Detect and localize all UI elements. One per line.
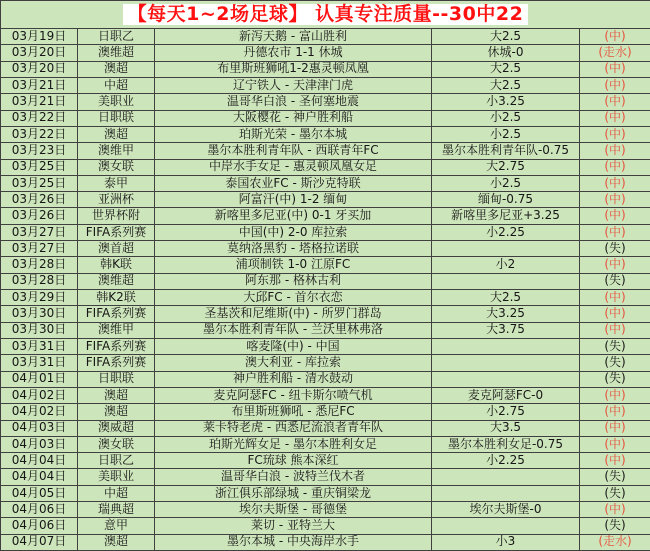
result-cell: (中) xyxy=(580,61,650,77)
league-cell: 澳维超 xyxy=(78,273,155,289)
match-cell: 阿东那 - 格林古利 xyxy=(155,273,432,289)
match-cell: 大阪樱花 - 神户胜利船 xyxy=(155,110,432,126)
result-cell: (中) xyxy=(580,257,650,273)
table-row xyxy=(1,208,650,224)
date-cell: 03月29日 xyxy=(1,290,78,306)
bet-cell: 大2.75 xyxy=(432,159,580,175)
date-cell: 04月06日 xyxy=(1,502,78,518)
league-cell: 澳维甲 xyxy=(78,322,155,338)
match-cell: 泰国农业FC - 斯沙克特联 xyxy=(155,175,432,191)
date-cell: 04月02日 xyxy=(1,387,78,403)
league-cell: 澳维超 xyxy=(78,45,155,61)
date-cell: 03月21日 xyxy=(1,77,78,93)
league-cell: FIFA系列赛 xyxy=(78,224,155,240)
table-row xyxy=(1,290,650,306)
match-cell: 麦克阿瑟FC - 纽卡斯尔喷气机 xyxy=(155,387,432,403)
date-cell: 03月25日 xyxy=(1,159,78,175)
date-cell: 04月04日 xyxy=(1,453,78,469)
table-row xyxy=(1,241,650,257)
match-cell: 珀斯光辉女足 - 墨尔本胜利女足 xyxy=(155,436,432,452)
match-cell: 新泻天鹅 - 富山胜利 xyxy=(155,29,432,45)
bet-cell xyxy=(432,371,580,387)
result-cell: (中) xyxy=(580,126,650,142)
result-cell: (失) xyxy=(580,338,650,354)
table-row xyxy=(1,436,650,452)
match-cell: 莱切 - 亚特兰大 xyxy=(155,518,432,534)
table-row xyxy=(1,404,650,420)
table-row xyxy=(1,110,650,126)
table-row xyxy=(1,257,650,273)
date-cell: 03月27日 xyxy=(1,224,78,240)
result-cell: (中) xyxy=(580,404,650,420)
page-title: 【每天1~2场足球】 认真专注质量--30中22 xyxy=(123,4,529,25)
result-cell: (失) xyxy=(580,371,650,387)
match-cell: 温哥华白浪 - 波特兰伐木者 xyxy=(155,469,432,485)
table-row xyxy=(1,518,650,534)
bet-cell: 大3.75 xyxy=(432,322,580,338)
league-cell: 泰甲 xyxy=(78,175,155,191)
bet-cell: 墨尔本胜利青年队-0.75 xyxy=(432,143,580,159)
bet-cell: 缅甸-0.75 xyxy=(432,192,580,208)
match-cell: 神户胜利船 - 清水鼓动 xyxy=(155,371,432,387)
bet-cell: 大2.5 xyxy=(432,29,580,45)
result-cell: (失) xyxy=(580,273,650,289)
bet-cell xyxy=(432,469,580,485)
match-cell: 埃尔夫斯堡 - 哥德堡 xyxy=(155,502,432,518)
result-cell: (中) xyxy=(580,436,650,452)
league-cell: 澳超 xyxy=(78,126,155,142)
result-cell: (中) xyxy=(580,502,650,518)
bet-cell: 小2.5 xyxy=(432,175,580,191)
league-cell: 日职乙 xyxy=(78,453,155,469)
table-header xyxy=(1,1,650,29)
match-cell: FC琉球 熊本深红 xyxy=(155,453,432,469)
table-row xyxy=(1,273,650,289)
table-row xyxy=(1,387,650,403)
date-cell: 03月31日 xyxy=(1,355,78,371)
league-cell: FIFA系列赛 xyxy=(78,306,155,322)
league-cell: FIFA系列赛 xyxy=(78,355,155,371)
match-cell: 中国(中) 2-0 库拉索 xyxy=(155,224,432,240)
table-row xyxy=(1,159,650,175)
match-cell: 布里斯班狮吼 - 悉尼FC xyxy=(155,404,432,420)
table-row xyxy=(1,371,650,387)
table-row xyxy=(1,534,650,550)
records-table-body xyxy=(1,29,650,551)
bet-cell xyxy=(432,273,580,289)
table-row xyxy=(1,338,650,354)
match-cell: 墨尔本城 - 中央海岸水手 xyxy=(155,534,432,550)
table-row xyxy=(1,29,650,45)
bet-cell: 大2.5 xyxy=(432,77,580,93)
bet-cell: 小2.75 xyxy=(432,404,580,420)
league-cell: 澳女联 xyxy=(78,159,155,175)
table-row xyxy=(1,485,650,501)
league-cell: 澳超 xyxy=(78,387,155,403)
result-cell: (中) xyxy=(580,192,650,208)
table-row xyxy=(1,355,650,371)
result-cell: (中) xyxy=(580,159,650,175)
table-row xyxy=(1,61,650,77)
date-cell: 04月03日 xyxy=(1,420,78,436)
result-cell: (中) xyxy=(580,387,650,403)
date-cell: 03月21日 xyxy=(1,94,78,110)
match-cell: 澳大利亚 - 库拉索 xyxy=(155,355,432,371)
result-cell: (中) xyxy=(580,175,650,191)
league-cell: 世界杯附 xyxy=(78,208,155,224)
date-cell: 03月26日 xyxy=(1,192,78,208)
header-row xyxy=(1,1,650,29)
date-cell: 03月22日 xyxy=(1,110,78,126)
table-row xyxy=(1,322,650,338)
match-cell: 大邱FC - 首尔衣恋 xyxy=(155,290,432,306)
table-row xyxy=(1,94,650,110)
match-cell: 丹德农市 1-1 休城 xyxy=(155,45,432,61)
league-cell: 韩K联 xyxy=(78,257,155,273)
match-cell: 布里斯班狮吼1-2惠灵顿凤凰 xyxy=(155,61,432,77)
date-cell: 04月03日 xyxy=(1,436,78,452)
date-cell: 04月01日 xyxy=(1,371,78,387)
result-cell: (走水) xyxy=(580,534,650,550)
league-cell: 意甲 xyxy=(78,518,155,534)
bet-cell: 大2.5 xyxy=(432,290,580,306)
date-cell: 03月19日 xyxy=(1,29,78,45)
match-cell: 温哥华白浪 - 圣何塞地震 xyxy=(155,94,432,110)
league-cell: 亚洲杯 xyxy=(78,192,155,208)
bet-cell: 大3.5 xyxy=(432,420,580,436)
bet-cell: 墨尔本胜利女足-0.75 xyxy=(432,436,580,452)
match-cell: 辽宁铁人 - 天津津门虎 xyxy=(155,77,432,93)
bet-cell: 小2.25 xyxy=(432,453,580,469)
result-cell: (中) xyxy=(580,143,650,159)
table-row xyxy=(1,77,650,93)
league-cell: 瑞典超 xyxy=(78,502,155,518)
league-cell: 澳超 xyxy=(78,404,155,420)
result-cell: (失) xyxy=(580,241,650,257)
table-row xyxy=(1,469,650,485)
match-cell: 浙江俱乐部绿城 - 重庆铜梁龙 xyxy=(155,485,432,501)
result-cell: (中) xyxy=(580,77,650,93)
league-cell: 澳超 xyxy=(78,534,155,550)
date-cell: 03月31日 xyxy=(1,338,78,354)
bet-cell: 新喀里多尼亚+3.25 xyxy=(432,208,580,224)
date-cell: 03月22日 xyxy=(1,126,78,142)
bet-cell: 麦克阿瑟FC-0 xyxy=(432,387,580,403)
league-cell: 日职乙 xyxy=(78,29,155,45)
bet-cell: 小3.25 xyxy=(432,94,580,110)
match-cell: 中岸水手女足 - 惠灵顿凤凰女足 xyxy=(155,159,432,175)
date-cell: 04月06日 xyxy=(1,518,78,534)
league-cell: 澳首超 xyxy=(78,241,155,257)
result-cell: (中) xyxy=(580,29,650,45)
table-row xyxy=(1,143,650,159)
date-cell: 04月05日 xyxy=(1,485,78,501)
bet-cell: 小2.5 xyxy=(432,126,580,142)
result-cell: (中) xyxy=(580,306,650,322)
result-cell: (中) xyxy=(580,208,650,224)
bet-cell xyxy=(432,338,580,354)
league-cell: FIFA系列赛 xyxy=(78,338,155,354)
date-cell: 03月28日 xyxy=(1,257,78,273)
result-cell: (中) xyxy=(580,224,650,240)
table-row xyxy=(1,502,650,518)
match-cell: 莱卡特老虎 - 西悉尼流浪者青年队 xyxy=(155,420,432,436)
date-cell: 03月25日 xyxy=(1,175,78,191)
result-cell: (中) xyxy=(580,290,650,306)
league-cell: 美职业 xyxy=(78,94,155,110)
result-cell: (失) xyxy=(580,518,650,534)
date-cell: 03月20日 xyxy=(1,61,78,77)
table-row xyxy=(1,192,650,208)
table-row xyxy=(1,126,650,142)
date-cell: 04月07日 xyxy=(1,534,78,550)
table-row xyxy=(1,453,650,469)
result-cell: (中) xyxy=(580,94,650,110)
bet-cell xyxy=(432,485,580,501)
league-cell: 韩K2联 xyxy=(78,290,155,306)
result-cell: (中) xyxy=(580,110,650,126)
league-cell: 中超 xyxy=(78,485,155,501)
league-cell: 美职业 xyxy=(78,469,155,485)
league-cell: 澳女联 xyxy=(78,436,155,452)
league-cell: 日职联 xyxy=(78,110,155,126)
date-cell: 03月30日 xyxy=(1,322,78,338)
table-row xyxy=(1,420,650,436)
match-cell: 新喀里多尼亚(中) 0-1 牙买加 xyxy=(155,208,432,224)
match-cell: 浦项制铁 1-0 江原FC xyxy=(155,257,432,273)
bet-cell: 小2.25 xyxy=(432,224,580,240)
date-cell: 03月30日 xyxy=(1,306,78,322)
match-cell: 喀麦隆(中) - 中国 xyxy=(155,338,432,354)
result-cell: (失) xyxy=(580,469,650,485)
bet-cell xyxy=(432,518,580,534)
league-cell: 澳维甲 xyxy=(78,143,155,159)
result-cell: (中) xyxy=(580,420,650,436)
bet-cell: 埃尔夫斯堡-0 xyxy=(432,502,580,518)
result-cell: (中) xyxy=(580,322,650,338)
table-row xyxy=(1,306,650,322)
table-row xyxy=(1,224,650,240)
match-cell: 墨尔本胜利青年队 - 西联青年FC xyxy=(155,143,432,159)
league-cell: 澳威超 xyxy=(78,420,155,436)
match-cell: 阿富汗(中) 1-2 缅甸 xyxy=(155,192,432,208)
bet-cell xyxy=(432,355,580,371)
bet-cell: 休城-0 xyxy=(432,45,580,61)
league-cell: 澳超 xyxy=(78,61,155,77)
bet-cell: 小2 xyxy=(432,257,580,273)
bet-cell: 小2.5 xyxy=(432,110,580,126)
result-cell: (中) xyxy=(580,453,650,469)
date-cell: 03月27日 xyxy=(1,241,78,257)
league-cell: 日职联 xyxy=(78,371,155,387)
table-row xyxy=(1,45,650,61)
result-cell: (失) xyxy=(580,485,650,501)
bet-cell: 大2.5 xyxy=(432,61,580,77)
bet-cell: 大3.25 xyxy=(432,306,580,322)
date-cell: 03月23日 xyxy=(1,143,78,159)
result-cell: (失) xyxy=(580,355,650,371)
result-cell: (走水) xyxy=(580,45,650,61)
match-cell: 莫纳洛黑豹 - 塔格拉诺联 xyxy=(155,241,432,257)
date-cell: 03月20日 xyxy=(1,45,78,61)
bet-cell xyxy=(432,241,580,257)
date-cell: 04月02日 xyxy=(1,404,78,420)
date-cell: 03月26日 xyxy=(1,208,78,224)
match-cell: 珀斯光荣 - 墨尔本城 xyxy=(155,126,432,142)
table-row xyxy=(1,175,650,191)
match-cell: 圣基茨和尼维斯(中) - 所罗门群岛 xyxy=(155,306,432,322)
match-cell: 墨尔本胜利青年队 - 兰沃里林弗洛 xyxy=(155,322,432,338)
bet-cell: 小3 xyxy=(432,534,580,550)
league-cell: 中超 xyxy=(78,77,155,93)
date-cell: 04月04日 xyxy=(1,469,78,485)
date-cell: 03月28日 xyxy=(1,273,78,289)
